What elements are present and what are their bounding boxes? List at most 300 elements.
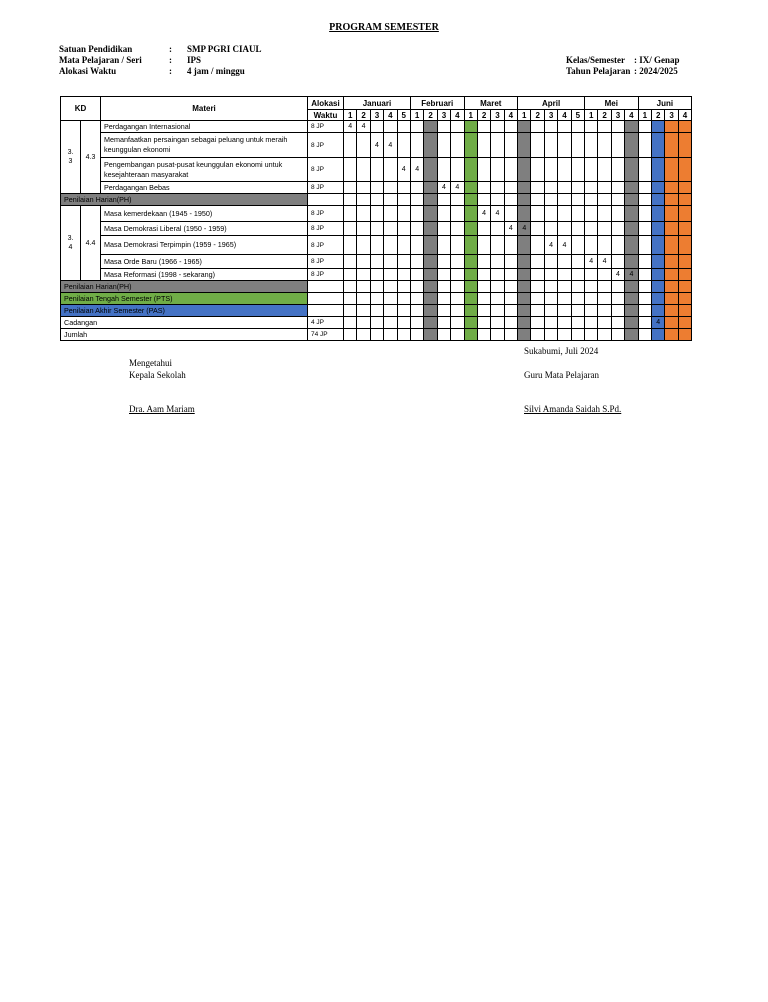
week-cell xyxy=(504,255,517,269)
week-cell xyxy=(357,305,370,317)
week-cell xyxy=(451,317,464,329)
week-cell xyxy=(437,269,450,281)
week-cell xyxy=(651,329,664,341)
week-cell xyxy=(410,269,423,281)
week-cell xyxy=(638,121,651,133)
week-cell xyxy=(437,206,450,222)
week-cell xyxy=(625,133,638,158)
week-cell xyxy=(625,317,638,329)
week-cell xyxy=(665,317,678,329)
week-cell xyxy=(451,293,464,305)
week-cell xyxy=(638,133,651,158)
week-cell xyxy=(357,236,370,255)
week-cell xyxy=(558,133,571,158)
week-cell xyxy=(410,305,423,317)
week-cell xyxy=(638,329,651,341)
week-cell xyxy=(611,329,624,341)
week-cell xyxy=(424,281,437,293)
week-cell xyxy=(357,269,370,281)
week-cell xyxy=(638,255,651,269)
week-cell xyxy=(384,236,397,255)
week-cell xyxy=(344,182,357,194)
week-cell xyxy=(384,206,397,222)
week-cell xyxy=(370,194,383,206)
week-cell xyxy=(558,329,571,341)
week-cell xyxy=(344,281,357,293)
week-cell xyxy=(370,293,383,305)
header-month: Mei xyxy=(585,97,639,110)
week-cell xyxy=(531,194,544,206)
week-cell xyxy=(344,269,357,281)
jumlah-label: Jumlah xyxy=(61,329,308,341)
week-cell xyxy=(451,222,464,236)
week-cell xyxy=(477,182,490,194)
week-cell xyxy=(638,305,651,317)
sign-left-line2: Kepala Sekolah xyxy=(129,370,186,380)
week-cell xyxy=(464,329,477,341)
table-row xyxy=(61,158,692,182)
week-cell xyxy=(410,222,423,236)
week-cell xyxy=(558,305,571,317)
header-week: 5 xyxy=(397,110,410,121)
week-cell xyxy=(531,206,544,222)
week-cell xyxy=(397,269,410,281)
header-week: 3 xyxy=(611,110,624,121)
week-cell xyxy=(625,255,638,269)
sign-right-place-date: Sukabumi, Juli 2024 xyxy=(524,346,599,356)
week-cell: 4 xyxy=(410,158,423,182)
header-week: 4 xyxy=(678,110,691,121)
week-cell xyxy=(571,194,584,206)
kd-code-skill: 4.3 xyxy=(81,121,101,194)
header-week: 4 xyxy=(384,110,397,121)
info-value: SMP PGRI CIAUL xyxy=(187,44,262,54)
materi-cell: Masa Reformasi (1998 - sekarang) xyxy=(101,269,308,281)
week-cell xyxy=(477,222,490,236)
week-cell xyxy=(518,329,531,341)
week-cell xyxy=(611,255,624,269)
week-cell xyxy=(544,194,557,206)
week-cell xyxy=(357,158,370,182)
week-cell xyxy=(410,329,423,341)
table-row xyxy=(61,255,692,269)
header-week: 2 xyxy=(598,110,611,121)
week-cell: 4 xyxy=(625,269,638,281)
week-cell xyxy=(424,329,437,341)
week-cell xyxy=(344,133,357,158)
week-cell: 4 xyxy=(558,236,571,255)
week-cell xyxy=(665,133,678,158)
week-cell xyxy=(678,269,691,281)
week-cell xyxy=(451,269,464,281)
week-cell xyxy=(477,121,490,133)
week-cell xyxy=(678,206,691,222)
week-cell xyxy=(651,222,664,236)
principal-name: Dra. Aam Mariam xyxy=(129,404,195,414)
week-cell xyxy=(384,269,397,281)
week-cell xyxy=(571,329,584,341)
week-cell xyxy=(625,236,638,255)
week-cell xyxy=(410,281,423,293)
week-cell xyxy=(598,182,611,194)
info-value: 4 jam / minggu xyxy=(187,66,245,76)
alokasi-cell: 8 JP xyxy=(308,133,344,158)
week-cell xyxy=(384,317,397,329)
week-cell xyxy=(678,222,691,236)
week-cell xyxy=(544,255,557,269)
week-cell xyxy=(638,269,651,281)
materi-cell: Masa kemerdekaan (1945 - 1950) xyxy=(101,206,308,222)
week-cell xyxy=(464,182,477,194)
week-cell xyxy=(665,194,678,206)
week-cell xyxy=(598,133,611,158)
week-cell xyxy=(585,281,598,293)
week-cell xyxy=(665,281,678,293)
week-cell xyxy=(518,158,531,182)
materi-cell: Perdagangan Internasional xyxy=(101,121,308,133)
week-cell xyxy=(678,236,691,255)
week-cell xyxy=(357,281,370,293)
week-cell xyxy=(678,281,691,293)
week-cell xyxy=(491,255,504,269)
week-cell xyxy=(357,329,370,341)
week-cell xyxy=(410,255,423,269)
week-cell xyxy=(464,194,477,206)
week-cell xyxy=(585,305,598,317)
week-cell xyxy=(344,293,357,305)
week-cell xyxy=(504,305,517,317)
week-cell xyxy=(491,133,504,158)
week-cell xyxy=(531,329,544,341)
week-cell xyxy=(544,158,557,182)
header-week: 2 xyxy=(651,110,664,121)
week-cell xyxy=(424,255,437,269)
week-cell xyxy=(558,281,571,293)
week-cell xyxy=(437,255,450,269)
week-cell xyxy=(357,133,370,158)
header-week: 1 xyxy=(464,110,477,121)
week-cell xyxy=(370,269,383,281)
week-cell xyxy=(477,194,490,206)
alokasi-cell: 8 JP xyxy=(308,206,344,222)
header-waktu: Waktu xyxy=(308,110,344,121)
header-week: 1 xyxy=(585,110,598,121)
week-cell xyxy=(384,121,397,133)
week-cell xyxy=(518,317,531,329)
week-cell: 4 xyxy=(611,269,624,281)
week-cell xyxy=(638,236,651,255)
week-cell xyxy=(410,236,423,255)
week-cell: 4 xyxy=(357,121,370,133)
week-cell xyxy=(491,222,504,236)
sign-left-line1: Mengetahui xyxy=(129,358,172,368)
week-cell xyxy=(451,133,464,158)
header-kd: KD xyxy=(61,97,101,121)
week-cell xyxy=(531,255,544,269)
materi-cell: Masa Demokrasi Liberal (1950 - 1959) xyxy=(101,222,308,236)
teacher-name: Silvi Amanda Saidah S.Pd. xyxy=(524,404,622,414)
week-cell xyxy=(531,305,544,317)
alokasi-cell: 8 JP xyxy=(308,236,344,255)
week-cell xyxy=(477,317,490,329)
week-cell xyxy=(357,182,370,194)
week-cell xyxy=(665,293,678,305)
materi-cell: Pengembangan pusat-pusat keunggulan ekonomi untuk kesejahteraan masyarakat xyxy=(101,158,308,182)
week-cell xyxy=(558,182,571,194)
table-row xyxy=(61,222,692,236)
week-cell xyxy=(625,293,638,305)
week-cell xyxy=(544,329,557,341)
info-sep: : xyxy=(169,44,172,54)
week-cell xyxy=(370,121,383,133)
week-cell xyxy=(651,269,664,281)
week-cell xyxy=(678,121,691,133)
table-row xyxy=(61,133,692,158)
week-cell xyxy=(544,305,557,317)
week-cell xyxy=(410,133,423,158)
week-cell xyxy=(357,255,370,269)
week-cell xyxy=(625,281,638,293)
week-cell xyxy=(397,236,410,255)
week-cell xyxy=(571,236,584,255)
week-cell xyxy=(491,293,504,305)
week-cell xyxy=(544,206,557,222)
week-cell xyxy=(651,281,664,293)
info-value: IPS xyxy=(187,55,202,65)
week-cell xyxy=(531,222,544,236)
week-cell xyxy=(638,293,651,305)
week-cell xyxy=(464,281,477,293)
week-cell xyxy=(638,194,651,206)
week-cell xyxy=(665,206,678,222)
week-cell xyxy=(437,329,450,341)
week-cell xyxy=(477,255,490,269)
week-cell xyxy=(638,317,651,329)
week-cell: 4 xyxy=(504,222,517,236)
week-cell xyxy=(491,317,504,329)
table-row xyxy=(61,182,692,194)
week-cell xyxy=(384,281,397,293)
week-cell: 4 xyxy=(437,182,450,194)
header-week: 1 xyxy=(518,110,531,121)
week-cell xyxy=(491,281,504,293)
week-cell xyxy=(344,255,357,269)
week-cell xyxy=(611,182,624,194)
week-cell xyxy=(464,317,477,329)
ph-label: Penilaian Harian(PH) xyxy=(61,281,308,293)
ph-label: Penilaian Harian(PH) xyxy=(61,194,308,206)
week-cell xyxy=(464,269,477,281)
week-cell xyxy=(451,305,464,317)
info-label: Satuan Pendidikan xyxy=(59,44,133,54)
week-cell xyxy=(397,133,410,158)
week-cell xyxy=(544,317,557,329)
week-cell xyxy=(531,293,544,305)
week-cell xyxy=(678,317,691,329)
week-cell xyxy=(464,133,477,158)
week-cell xyxy=(370,329,383,341)
info-label: Mata Pelajaran / Seri xyxy=(59,55,142,65)
week-cell xyxy=(651,255,664,269)
week-cell xyxy=(625,158,638,182)
week-cell xyxy=(451,281,464,293)
week-cell xyxy=(397,293,410,305)
week-cell xyxy=(370,206,383,222)
header-week: 4 xyxy=(625,110,638,121)
week-cell xyxy=(384,305,397,317)
week-cell xyxy=(424,194,437,206)
week-cell xyxy=(464,236,477,255)
week-cell xyxy=(518,133,531,158)
week-cell xyxy=(344,305,357,317)
kd-code-skill: 4.4 xyxy=(81,206,101,281)
week-cell xyxy=(437,194,450,206)
header-week: 3 xyxy=(370,110,383,121)
signature-left xyxy=(129,357,195,415)
week-cell xyxy=(370,281,383,293)
week-cell xyxy=(585,236,598,255)
week-cell xyxy=(598,158,611,182)
week-cell xyxy=(651,158,664,182)
week-cell xyxy=(611,317,624,329)
week-cell xyxy=(384,329,397,341)
week-cell xyxy=(504,329,517,341)
week-cell xyxy=(424,293,437,305)
kd-code: 3. 3 xyxy=(61,121,81,194)
week-cell xyxy=(491,121,504,133)
week-cell xyxy=(344,158,357,182)
week-cell xyxy=(370,222,383,236)
week-cell xyxy=(370,255,383,269)
week-cell xyxy=(611,222,624,236)
week-cell xyxy=(410,206,423,222)
week-cell xyxy=(477,133,490,158)
week-cell xyxy=(424,182,437,194)
week-cell xyxy=(585,293,598,305)
week-cell xyxy=(678,133,691,158)
week-cell xyxy=(558,222,571,236)
info-label: Kelas/Semester xyxy=(566,55,625,65)
week-cell xyxy=(598,269,611,281)
header-week: 3 xyxy=(437,110,450,121)
week-cell xyxy=(464,206,477,222)
week-cell xyxy=(625,305,638,317)
header-week: 3 xyxy=(491,110,504,121)
week-cell xyxy=(638,158,651,182)
week-cell xyxy=(410,182,423,194)
week-cell xyxy=(611,281,624,293)
week-cell: 4 xyxy=(491,206,504,222)
week-cell xyxy=(651,133,664,158)
week-cell xyxy=(625,222,638,236)
info-value: : 2024/2025 xyxy=(634,66,678,76)
week-cell xyxy=(625,182,638,194)
materi-cell: Perdagangan Bebas xyxy=(101,182,308,194)
week-cell xyxy=(598,293,611,305)
week-cell xyxy=(531,269,544,281)
week-cell xyxy=(397,329,410,341)
materi-cell: Masa Demokrasi Terpimpin (1959 - 1965) xyxy=(101,236,308,255)
week-cell xyxy=(651,194,664,206)
week-cell xyxy=(491,158,504,182)
week-cell xyxy=(504,194,517,206)
program-semester-table xyxy=(60,96,692,341)
week-cell xyxy=(598,317,611,329)
week-cell xyxy=(437,222,450,236)
week-cell xyxy=(598,329,611,341)
header-alokasi: Alokasi xyxy=(308,97,344,110)
signature-right xyxy=(524,345,621,415)
week-cell xyxy=(638,281,651,293)
week-cell xyxy=(665,329,678,341)
cadangan-label: Cadangan xyxy=(61,317,308,329)
week-cell xyxy=(598,222,611,236)
week-cell xyxy=(437,121,450,133)
week-cell xyxy=(504,317,517,329)
week-cell xyxy=(370,158,383,182)
week-cell xyxy=(678,329,691,341)
header-month: Januari xyxy=(344,97,411,110)
week-cell xyxy=(491,329,504,341)
week-cell xyxy=(585,222,598,236)
week-cell xyxy=(370,182,383,194)
header-week: 3 xyxy=(665,110,678,121)
alokasi-cell xyxy=(308,293,344,305)
week-cell xyxy=(558,158,571,182)
week-cell: 4 xyxy=(344,121,357,133)
week-cell xyxy=(638,206,651,222)
week-cell xyxy=(437,305,450,317)
week-cell xyxy=(504,121,517,133)
week-cell xyxy=(397,305,410,317)
week-cell xyxy=(531,133,544,158)
week-cell xyxy=(504,158,517,182)
week-cell xyxy=(437,317,450,329)
week-cell xyxy=(678,194,691,206)
week-cell xyxy=(544,121,557,133)
week-cell xyxy=(451,121,464,133)
table-row xyxy=(61,269,692,281)
week-cell xyxy=(424,317,437,329)
week-cell xyxy=(451,236,464,255)
week-cell xyxy=(625,121,638,133)
info-left xyxy=(59,44,262,77)
alokasi-cell xyxy=(308,305,344,317)
header-week: 2 xyxy=(424,110,437,121)
week-cell xyxy=(651,236,664,255)
week-cell xyxy=(558,317,571,329)
week-cell xyxy=(437,236,450,255)
week-cell xyxy=(424,206,437,222)
info-sep: : xyxy=(169,66,172,76)
week-cell xyxy=(585,182,598,194)
week-cell: 4 xyxy=(397,158,410,182)
week-cell xyxy=(531,317,544,329)
week-cell xyxy=(651,293,664,305)
week-cell: 4 xyxy=(544,236,557,255)
week-cell: 4 xyxy=(477,206,490,222)
week-cell xyxy=(544,281,557,293)
materi-cell: Memanfaatkan persaingan sebagai peluang untuk meraih keunggulan ekonomi xyxy=(101,133,308,158)
week-cell xyxy=(678,305,691,317)
week-cell xyxy=(611,158,624,182)
week-cell xyxy=(477,281,490,293)
week-cell xyxy=(665,255,678,269)
week-cell xyxy=(571,255,584,269)
week-cell xyxy=(464,158,477,182)
week-cell xyxy=(611,121,624,133)
week-cell xyxy=(424,121,437,133)
